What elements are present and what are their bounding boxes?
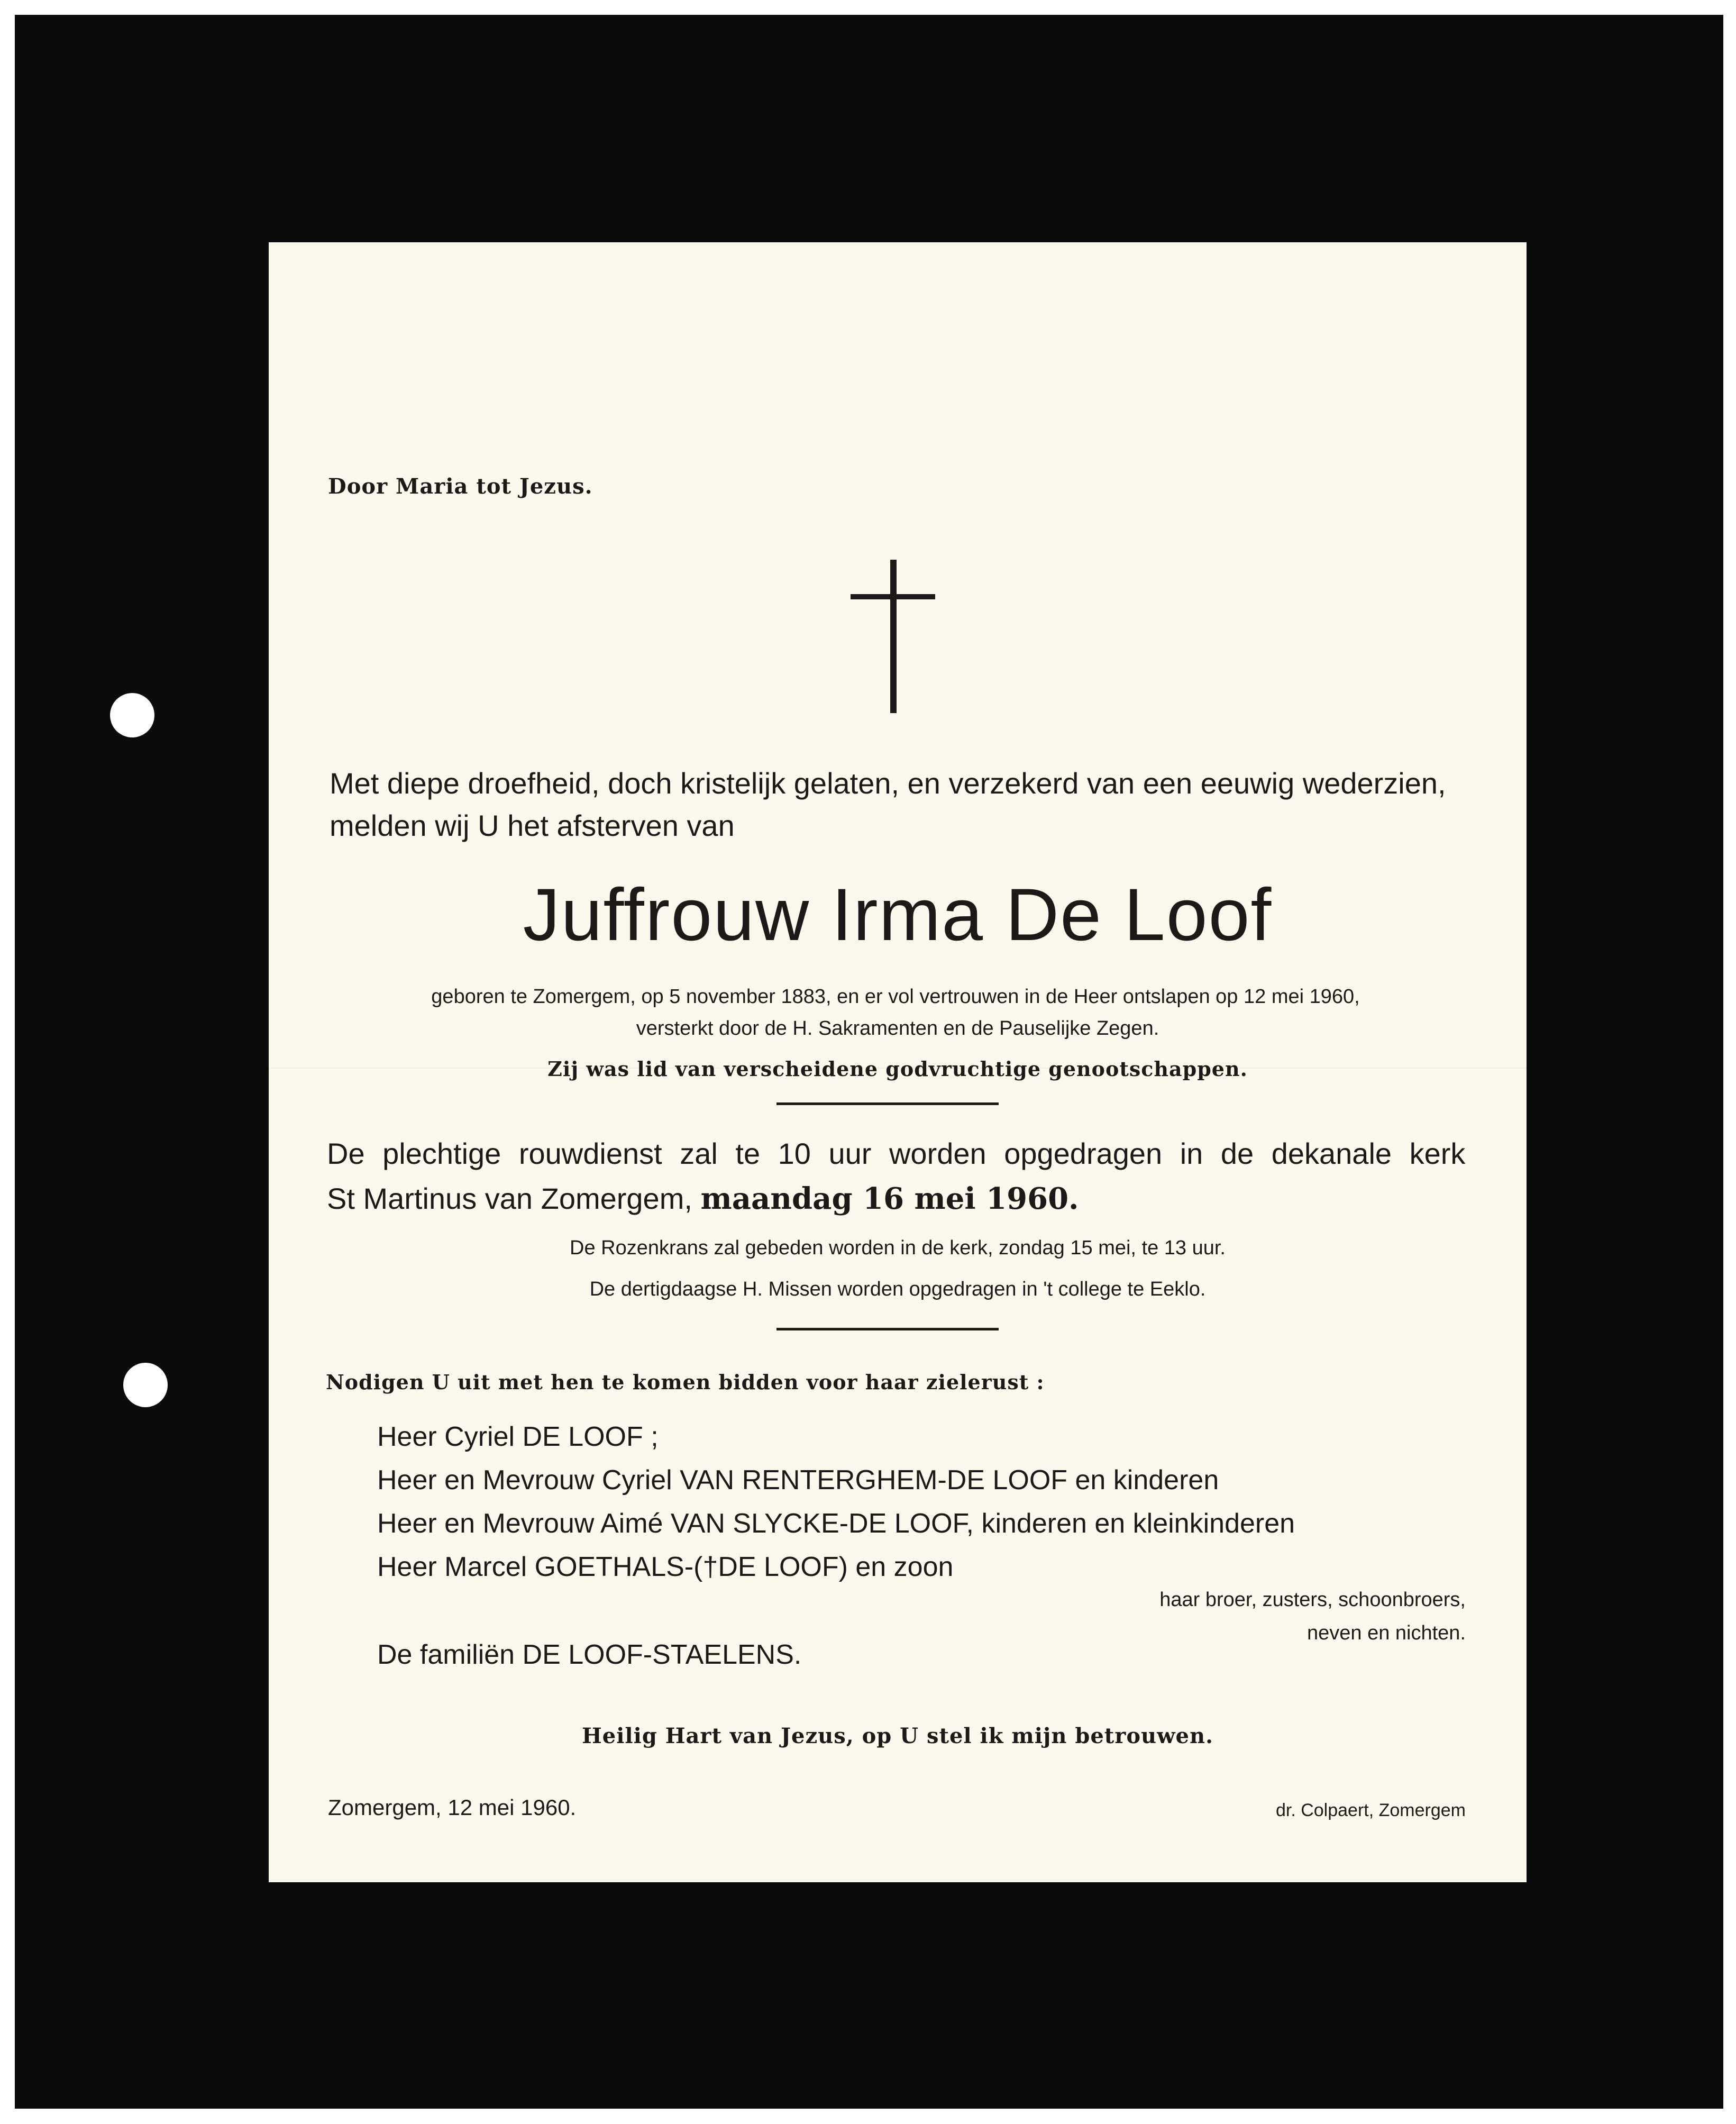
punch-hole-bottom: [123, 1363, 168, 1407]
place-date: Zomergem, 12 mei 1960.: [328, 1795, 577, 1820]
service-line-1: De plechtige rouwdienst zal te 10 uur worden opgedragen in de dekanale kerk: [327, 1137, 1466, 1170]
invitation-line: Nodigen U uit met hen te komen bidden voor haar zielerust :: [326, 1370, 1045, 1394]
family-member: Heer en Mevrouw Cyriel VAN RENTERGHEM-DE LOOF en kinderen: [377, 1465, 1219, 1496]
prayer-line: Heilig Hart van Jezus, op U stel ik mijn betrouwen.: [581, 1724, 1214, 1748]
intro-line-2: melden wij U het afsterven van: [330, 809, 735, 842]
sacraments-line: versterkt door de H. Sakramenten en de Pauselijke Zegen.: [636, 1017, 1159, 1040]
memorial-card: [269, 242, 1527, 1882]
family-member: Heer en Mevrouw Aimé VAN SLYCKE-DE LOOF, kinderen en kleinkinderen: [377, 1508, 1295, 1539]
punch-hole-top: [110, 693, 154, 737]
divider-1: [776, 1102, 999, 1105]
intro-line-1: Met diepe droefheid, doch kristelijk gelaten, en verzekerd van een eeuwig wederzien,: [330, 767, 1446, 800]
rosary-line: De Rozenkrans zal gebeden worden in de kerk, zondag 15 mei, te 13 uur.: [570, 1237, 1226, 1259]
service-church: St Martinus van Zomergem,: [327, 1182, 692, 1215]
masses-line: De dertigdaagse H. Missen worden opgedragen in 't college te Eeklo.: [589, 1278, 1206, 1300]
service-date: maandag 16 mei 1960.: [700, 1181, 1079, 1216]
black-mounting-board: [15, 15, 1723, 2109]
family-member: Heer Cyriel DE LOOF ;: [377, 1421, 659, 1452]
relation-line-2: neven en nichten.: [1306, 1622, 1466, 1644]
family-member: Heer Marcel GOETHALS-(†DE LOOF) en zoon: [377, 1552, 954, 1582]
divider-2: [776, 1328, 999, 1330]
motto: Door Maria tot Jezus.: [328, 474, 593, 499]
membership-line: Zij was lid van verscheidene godvruchtige genootschappen.: [547, 1057, 1248, 1081]
family-member: De familiën DE LOOF-STAELENS.: [377, 1639, 802, 1670]
printer-credit: dr. Colpaert, Zomergem: [1275, 1800, 1466, 1820]
birth-death-line: geboren te Zomergem, op 5 november 1883, en er vol vertrouwen in de Heer ontslapen op 12 mei 1960,: [431, 986, 1360, 1008]
service-line-2: [327, 1181, 1464, 1216]
relation-line-1: haar broer, zusters, schoonbroers,: [1159, 1589, 1466, 1611]
deceased-name: Juffrouw Irma De Loof: [523, 873, 1273, 956]
